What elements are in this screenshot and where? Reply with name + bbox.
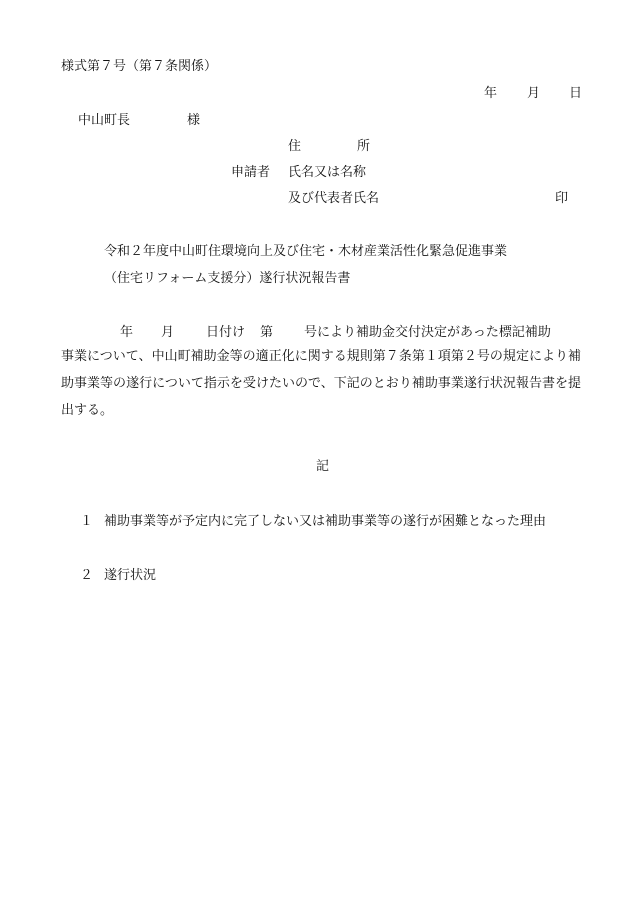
title-line-2: （住宅リフォーム支援分）遂行状況報告書 (104, 271, 351, 286)
body-number-prefix: 第 (260, 325, 274, 340)
applicant-label: 申請者 (231, 165, 271, 180)
item-text: 遂行状況 (104, 568, 157, 583)
item-text: 補助事業等が予定内に完了しない又は補助事業等の遂行が困難となった理由 (104, 514, 547, 529)
date-day-label: 日 (569, 86, 583, 101)
item-number: １ (80, 514, 94, 529)
seal-mark: 印 (555, 191, 569, 206)
address-label-2: 所 (357, 139, 371, 154)
body-year-label: 年 (120, 325, 134, 340)
date-month-label: 月 (527, 86, 541, 101)
addressee-name: 中山町長 (78, 113, 131, 128)
body-month-label: 月 (161, 325, 175, 340)
body-text: 事業について、中山町補助金等の適正化に関する規則第７条第１項第２号の規定により補助事業等の遂行について指示を受けたいので、下記のとおり補助事業遂行状況報告書を提出する。 (61, 349, 581, 418)
name-label: 氏名又は名称 (288, 165, 367, 180)
body-dated-label: 日付け (206, 325, 246, 340)
representative-label: 及び代表者氏名 (288, 191, 380, 206)
date-year-label: 年 (484, 86, 498, 101)
form-number: 様式第７号（第７条関係） (61, 59, 218, 74)
addressee-honorific: 様 (187, 113, 201, 128)
item-number: ２ (80, 568, 94, 583)
title-line-1: 令和２年度中山町住環境向上及び住宅・木材産業活性化緊急促進事業 (104, 244, 508, 259)
body-line-1-rest: 号により補助金交付決定があった標記補助 (304, 325, 551, 340)
address-label-1: 住 (288, 139, 302, 154)
ki-heading: 記 (316, 459, 330, 474)
